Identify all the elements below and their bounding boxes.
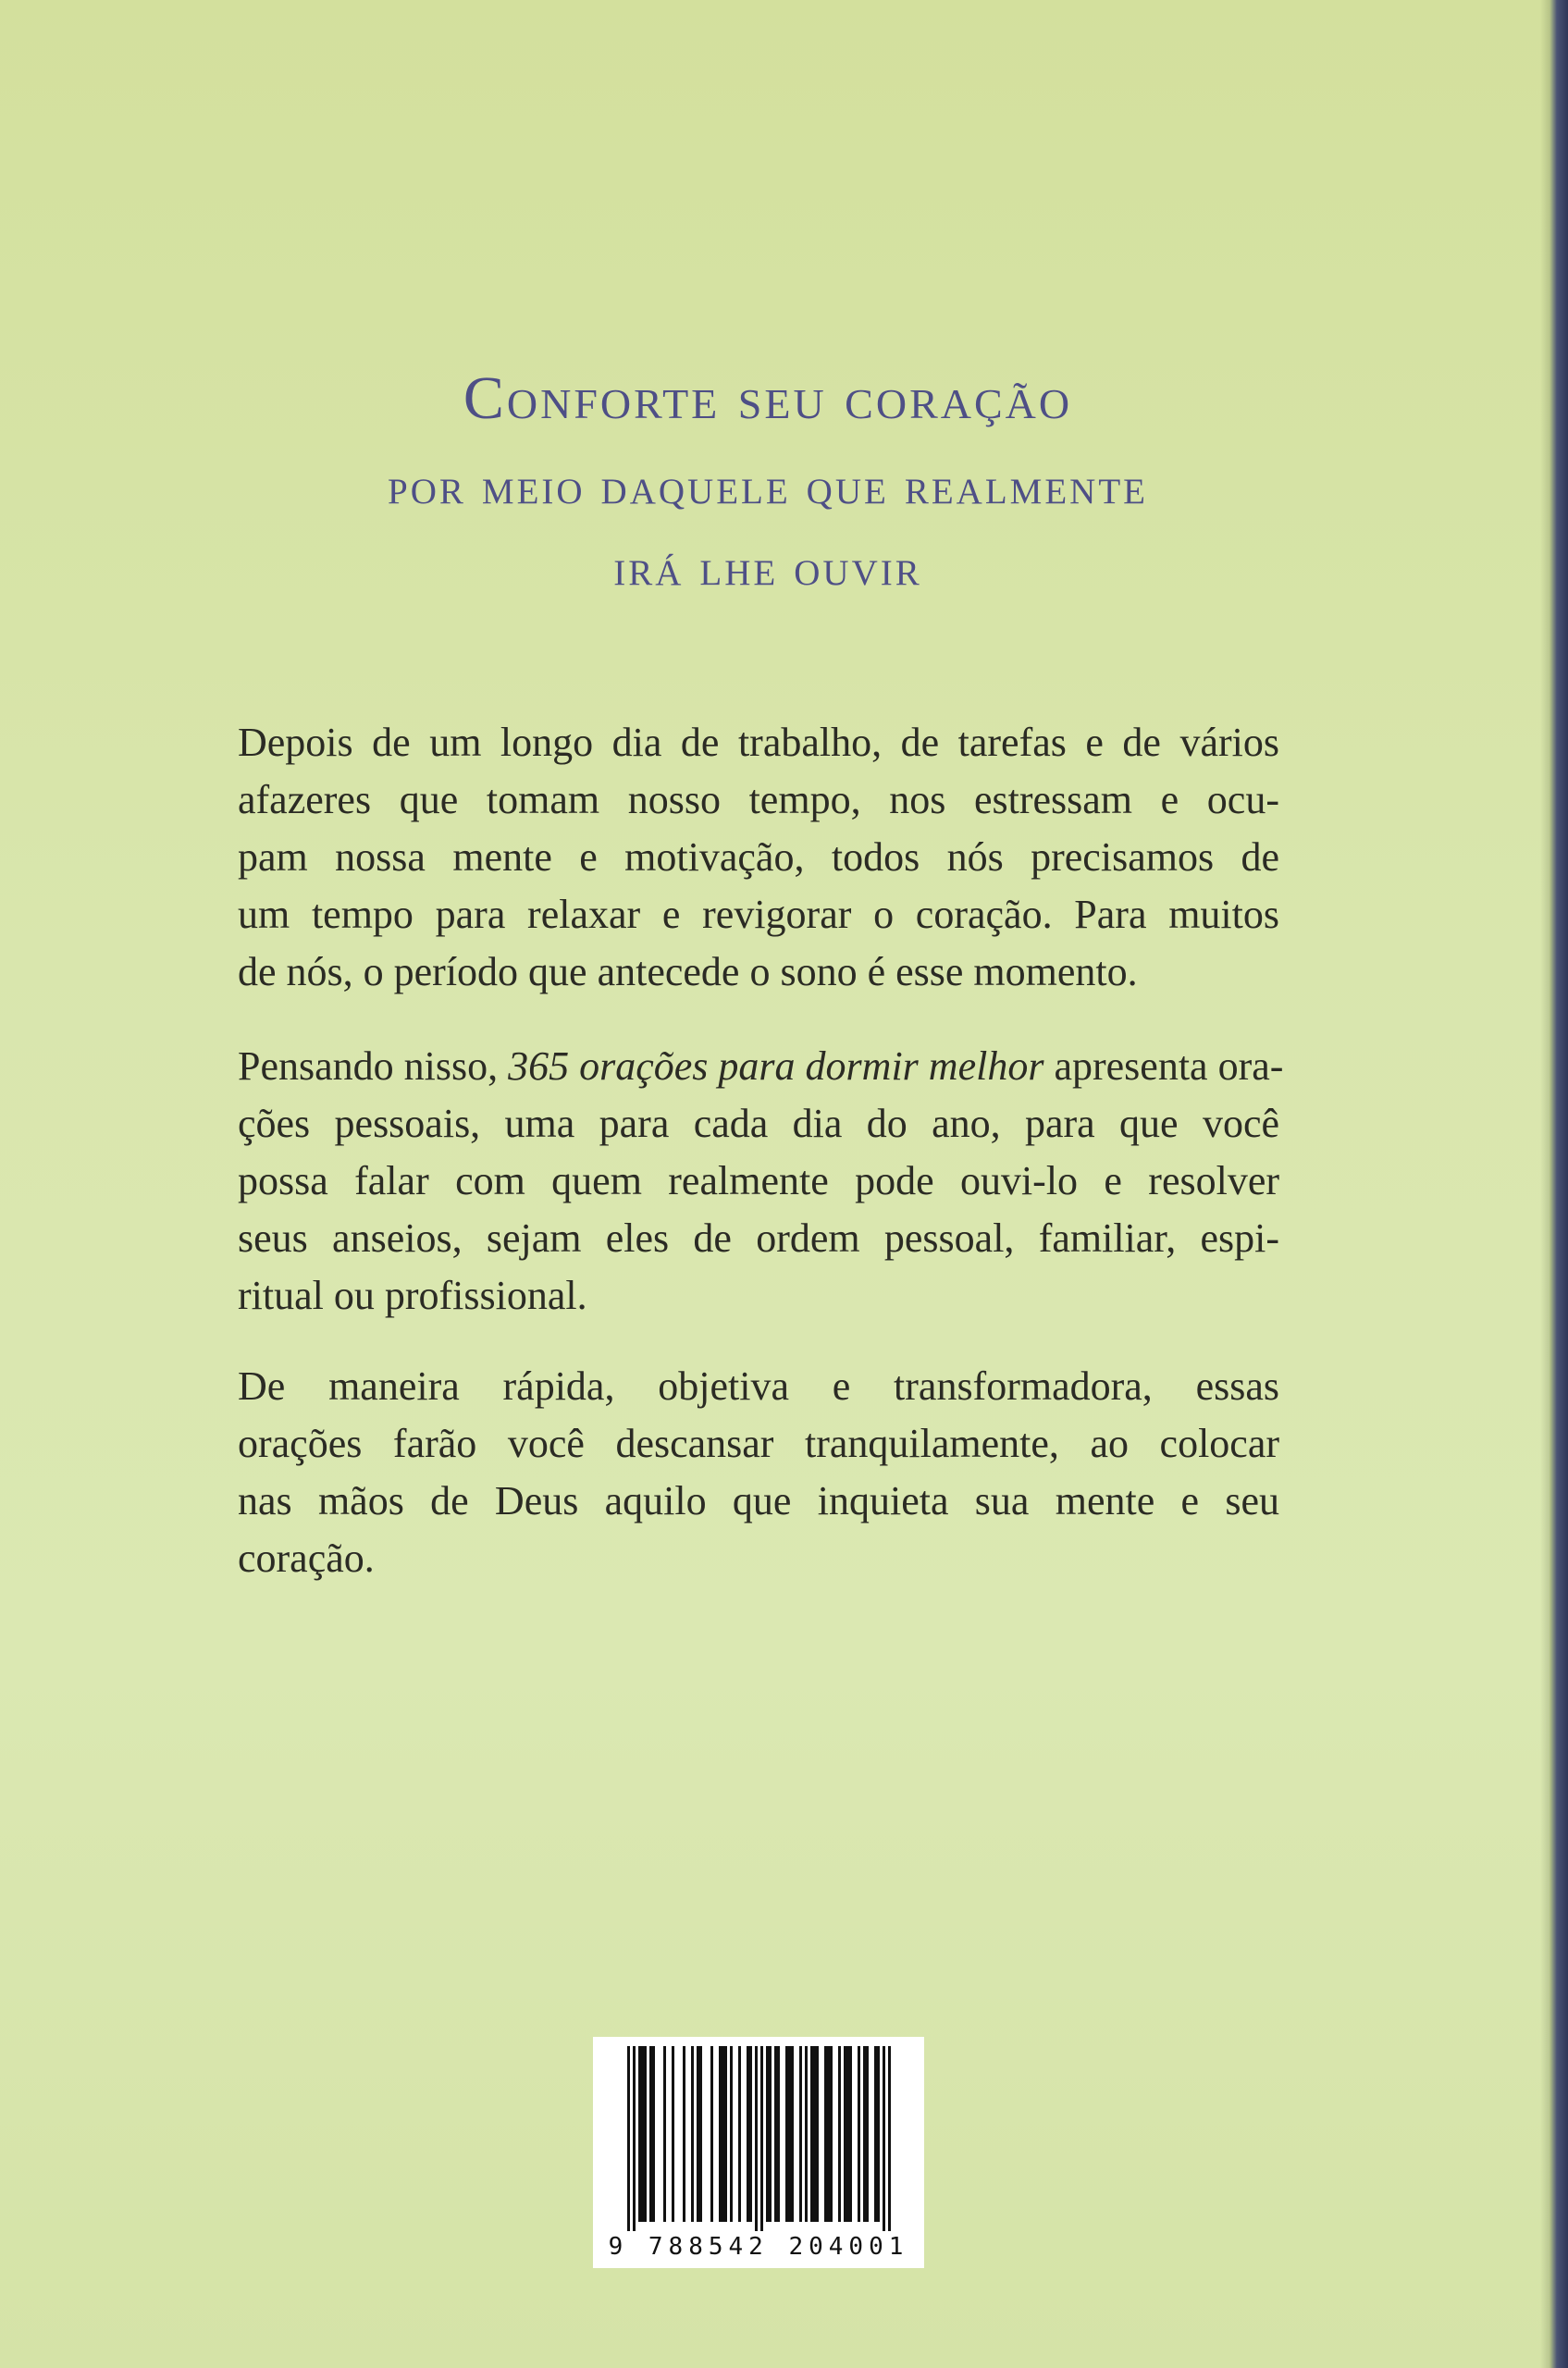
barcode-bar	[760, 2046, 763, 2231]
barcode-digits: 9 788542 204001	[608, 2233, 909, 2261]
paragraph-line: coração.	[238, 1536, 375, 1581]
paragraph-line	[238, 1038, 1284, 1095]
headline-line-3: irá lhe ouvir	[613, 539, 922, 597]
barcode-bar	[755, 2046, 758, 2231]
barcode-bar	[641, 2046, 644, 2222]
barcode-bar	[777, 2046, 780, 2222]
barcode-bar	[722, 2046, 724, 2222]
isbn-barcode	[593, 2037, 924, 2268]
paragraph-line: De maneira rápida, objetiva e transformadora, essas	[238, 1363, 1279, 1409]
barcode-bar	[766, 2046, 769, 2222]
text-after-title: apresenta ora-	[1043, 1043, 1284, 1089]
paragraph-line: de nós, o período que antecede o sono é esse momento.	[238, 949, 1138, 994]
barcode-bar	[730, 2046, 733, 2222]
headline-line-1: Conforte seu coração	[463, 364, 1073, 432]
paragraph-line: ritual ou profissional.	[238, 1273, 587, 1318]
barcode-bar	[774, 2046, 777, 2222]
barcode-bar	[810, 2046, 813, 2222]
paragraph-line: afazeres que tomam nosso tempo, nos estressam e ocu-	[238, 777, 1279, 822]
paragraph-book-description	[238, 1038, 1284, 1325]
paragraph-line: possa falar com quem realmente pode ouvi-lo e resolver	[238, 1158, 1279, 1203]
barcode-bar	[830, 2046, 833, 2222]
paragraph-line: nas mãos de Deus aquilo que inquieta sua mente e seu	[238, 1478, 1279, 1523]
barcode-bar	[838, 2046, 841, 2222]
barcode-bar	[849, 2046, 852, 2222]
book-title: 365 orações para dormir melhor	[508, 1043, 1044, 1089]
barcode-bar	[627, 2046, 630, 2231]
barcode-bar	[846, 2046, 849, 2222]
barcode-bars	[593, 2037, 924, 2231]
barcode-bar	[747, 2046, 749, 2222]
barcode-bar	[866, 2046, 869, 2222]
headline-line-2: por meio daquele que realmente	[388, 458, 1148, 515]
barcode-bar	[691, 2046, 694, 2222]
paragraph-line: pam nossa mente e motivação, todos nós precisamos de	[238, 834, 1279, 880]
paragraph-closing	[238, 1358, 1279, 1587]
barcode-bar	[813, 2046, 816, 2222]
barcode-bar	[749, 2046, 752, 2222]
barcode-bar	[697, 2046, 699, 2222]
barcode-bar	[863, 2046, 866, 2222]
barcode-bar	[824, 2046, 827, 2222]
barcode-bar	[719, 2046, 722, 2222]
barcode-bar	[652, 2046, 655, 2222]
barcode-bar	[844, 2046, 846, 2222]
barcode-bar	[683, 2046, 685, 2222]
paragraph-line: um tempo para relaxar e revigorar o coração. Para muitos	[238, 892, 1279, 937]
paragraph-line: orações farão você descansar tranquilamente, ao colocar	[238, 1421, 1279, 1466]
barcode-bar	[858, 2046, 860, 2222]
barcode-bar	[638, 2046, 641, 2222]
text-before-title: Pensando nisso,	[238, 1043, 509, 1089]
paragraph-line: Depois de um longo dia de trabalho, de tarefas e de vários	[238, 720, 1279, 765]
barcode-bar	[785, 2046, 788, 2222]
book-spine-edge	[1549, 0, 1568, 2368]
barcode-bar	[710, 2046, 713, 2222]
barcode-bar	[877, 2046, 880, 2222]
barcode-bar	[888, 2046, 891, 2231]
barcode-bar	[799, 2046, 802, 2222]
barcode-bar	[791, 2046, 794, 2222]
paragraph-intro	[238, 714, 1279, 1001]
spine-shadow	[1540, 0, 1549, 2368]
paragraph-line: ções pessoais, uma para cada dia do ano, para que você	[238, 1101, 1279, 1146]
barcode-bar	[816, 2046, 819, 2222]
barcode-bar	[874, 2046, 877, 2222]
barcode-bar	[644, 2046, 647, 2222]
paragraph-line: seus anseios, sejam eles de ordem pessoal, familiar, espi-	[238, 1215, 1279, 1261]
barcode-bar	[883, 2046, 885, 2231]
barcode-bar	[827, 2046, 830, 2222]
barcode-bar	[738, 2046, 741, 2222]
barcode-bar	[788, 2046, 791, 2222]
barcode-bar	[805, 2046, 808, 2222]
barcode-bar	[724, 2046, 727, 2222]
barcode-bar	[633, 2046, 636, 2231]
barcode-bar	[769, 2046, 772, 2222]
barcode-bar	[672, 2046, 674, 2222]
barcode-bar	[663, 2046, 666, 2222]
barcode-bar	[699, 2046, 702, 2222]
barcode-bar	[649, 2046, 652, 2222]
